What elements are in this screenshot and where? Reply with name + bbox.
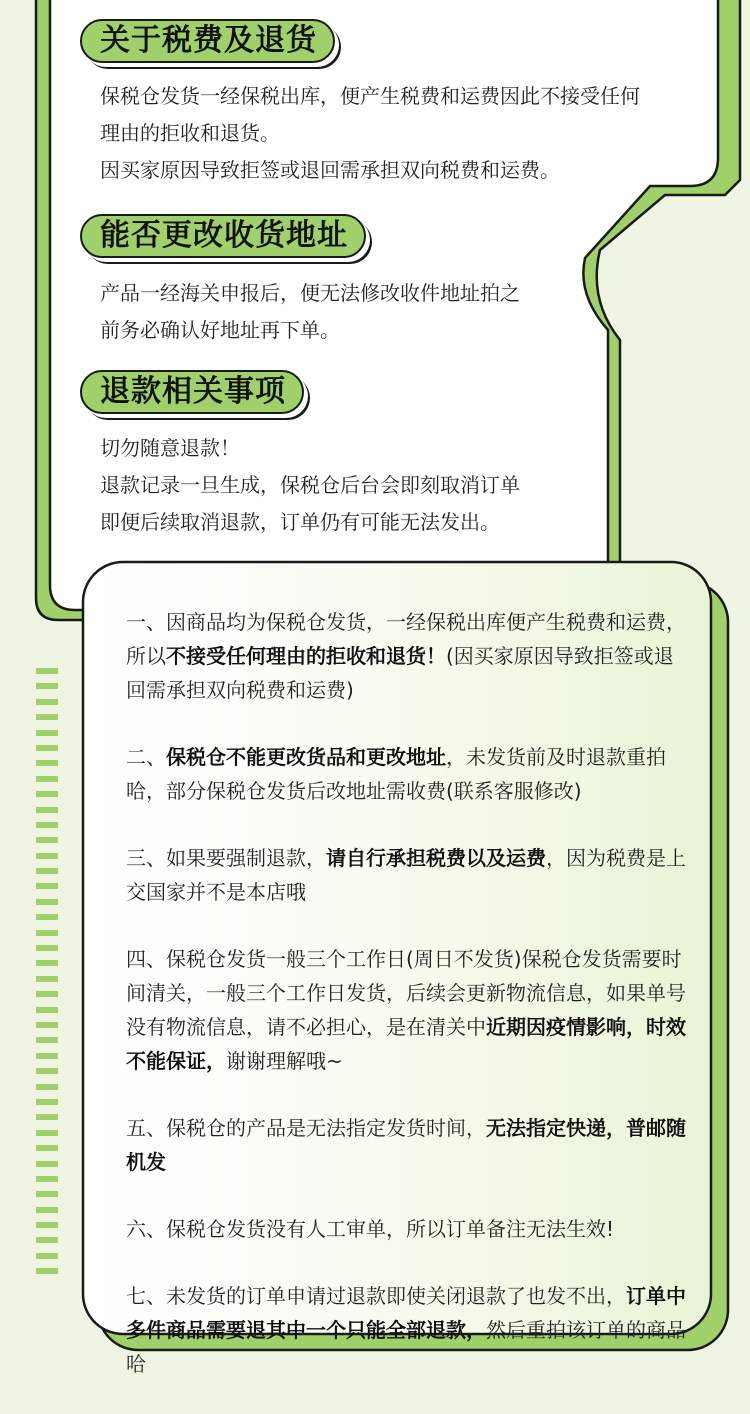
note-text: 然后重拍该订单的商品哈 bbox=[126, 1318, 686, 1376]
dash-mark bbox=[36, 1084, 58, 1090]
dash-mark bbox=[36, 1130, 58, 1136]
text-line: 因买家原因导致拒签或退回需承担双向税费和运费。 bbox=[100, 158, 560, 182]
dash-mark bbox=[36, 1222, 58, 1228]
section-body-address-change bbox=[100, 275, 520, 349]
note-emphasis: 不接受任何理由的拒收和退货！ bbox=[166, 644, 446, 668]
dash-mark bbox=[36, 1114, 58, 1120]
text-line: 退款记录一旦生成，保税仓后台会即刻取消订单 bbox=[100, 473, 520, 497]
dash-mark bbox=[36, 853, 58, 859]
section-title-refund: 退款相关事项 bbox=[80, 370, 304, 414]
text-line: 保税仓发货一经保税出库，便产生税费和运费因此不接受任何 bbox=[100, 84, 640, 108]
note-item bbox=[126, 1212, 686, 1246]
dash-mark bbox=[36, 668, 58, 674]
note-item bbox=[126, 1279, 686, 1381]
note-text: 一、因商品均为保税仓发货，一经保税出库便产生税费和运费，所以 bbox=[126, 610, 686, 668]
dash-mark bbox=[36, 837, 58, 843]
dash-mark bbox=[36, 760, 58, 766]
note-text: 四、保税仓发货一般三个工作日(周日不发货)保税仓发货需要时间清关，一般三个工作日发货，后续会更新物流信息，如果单号没有物流信息，请不必担心，是在清关中 bbox=[126, 947, 686, 1039]
dash-mark bbox=[36, 1037, 58, 1043]
dash-mark bbox=[36, 930, 58, 936]
dash-mark bbox=[36, 730, 58, 736]
dash-decoration bbox=[36, 668, 60, 1284]
note-text: 七、未发货的订单申请过退款即使关闭退款了也发不出， bbox=[126, 1284, 626, 1308]
note-emphasis: 保税仓不能更改货品和更改地址 bbox=[166, 745, 446, 769]
note-text: ，因为税费是上交国家并不是本店哦 bbox=[126, 846, 686, 904]
section-body-tax-returns bbox=[100, 78, 640, 189]
dash-mark bbox=[36, 1022, 58, 1028]
dash-mark bbox=[36, 683, 58, 689]
dash-mark bbox=[36, 945, 58, 951]
note-item bbox=[126, 1111, 686, 1179]
text-line: 即便后续取消退款，订单仍有可能无法发出。 bbox=[100, 510, 500, 534]
dash-mark bbox=[36, 1268, 58, 1274]
note-text: ，未发货前及时退款重拍哈，部分保税仓发货后改地址需收费(联系客服修改) bbox=[126, 745, 666, 803]
dash-mark bbox=[36, 1099, 58, 1105]
dash-mark bbox=[36, 1161, 58, 1167]
dash-mark bbox=[36, 991, 58, 997]
text-line: 理由的拒收和退货。 bbox=[100, 121, 280, 145]
dash-mark bbox=[36, 1207, 58, 1213]
dash-mark bbox=[36, 1053, 58, 1059]
dash-mark bbox=[36, 868, 58, 874]
dash-mark bbox=[36, 776, 58, 782]
dash-mark bbox=[36, 714, 58, 720]
note-text: 二、 bbox=[126, 745, 166, 769]
dash-mark bbox=[36, 960, 58, 966]
note-item bbox=[126, 942, 686, 1078]
dash-mark bbox=[36, 699, 58, 705]
note-text: 三、如果要强制退款， bbox=[126, 846, 326, 870]
note-text: 六、保税仓发货没有人工审单，所以订单备注无法生效! bbox=[126, 1217, 615, 1241]
dash-mark bbox=[36, 807, 58, 813]
note-emphasis: 请自行承担税费以及运费 bbox=[326, 846, 546, 870]
dash-mark bbox=[36, 976, 58, 982]
dash-mark bbox=[36, 822, 58, 828]
note-text: 五、保税仓的产品是无法指定发货时间， bbox=[126, 1116, 486, 1140]
text-line: 产品一经海关申报后，便无法修改收件地址拍之 bbox=[100, 281, 520, 305]
dash-mark bbox=[36, 883, 58, 889]
text-line: 切勿随意退款！ bbox=[100, 436, 240, 460]
note-item bbox=[126, 841, 686, 909]
note-text: 谢谢理解哦~ bbox=[226, 1049, 343, 1073]
section-title-tax-returns: 关于税费及退货 bbox=[80, 19, 335, 63]
dash-mark bbox=[36, 1191, 58, 1197]
note-emphasis: 近期因疫情影响，时效不能保证， bbox=[126, 1015, 686, 1073]
dash-mark bbox=[36, 1068, 58, 1074]
dash-mark bbox=[36, 1176, 58, 1182]
section-body-refund bbox=[100, 430, 520, 541]
note-item bbox=[126, 605, 686, 707]
note-emphasis: 订单中多件商品需要退其中一个只能全部退款， bbox=[126, 1284, 686, 1342]
note-item bbox=[126, 740, 686, 808]
dash-mark bbox=[36, 1237, 58, 1243]
note-emphasis: 无法指定快递，普邮随机发 bbox=[126, 1116, 686, 1174]
dash-mark bbox=[36, 1145, 58, 1151]
notes-list bbox=[126, 605, 686, 1414]
note-text: (因买家原因导致拒签或退回需承担双向税费和运费) bbox=[126, 644, 674, 702]
text-line: 前务必确认好地址再下单。 bbox=[100, 318, 340, 342]
dash-mark bbox=[36, 791, 58, 797]
dash-mark bbox=[36, 914, 58, 920]
section-title-address-change: 能否更改收货地址 bbox=[80, 214, 366, 258]
dash-mark bbox=[36, 1253, 58, 1259]
dash-mark bbox=[36, 899, 58, 905]
dash-mark bbox=[36, 745, 58, 751]
dash-mark bbox=[36, 1007, 58, 1013]
